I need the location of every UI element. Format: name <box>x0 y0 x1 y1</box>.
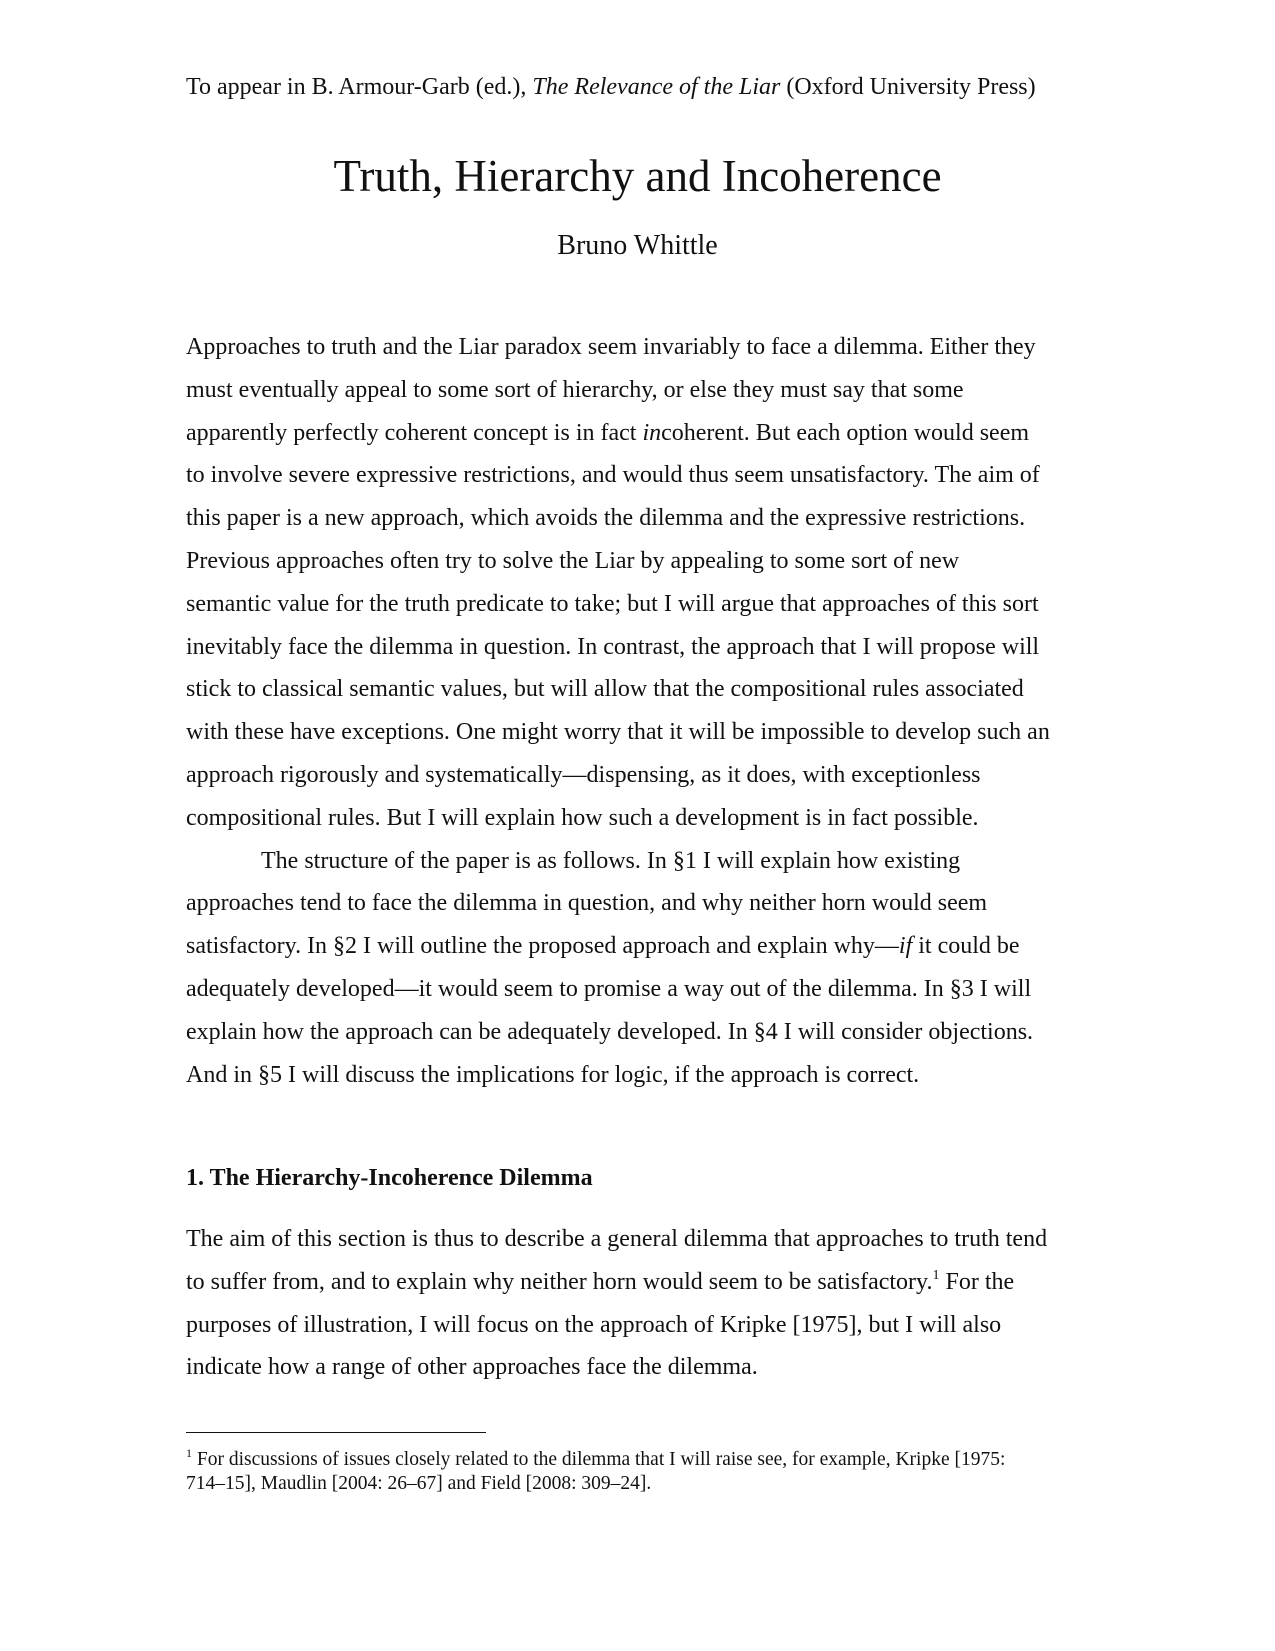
text-line: Approaches to truth and the Liar paradox seem invariably to face a dilemma. Either they <box>186 334 1036 360</box>
footnote-number: 1 <box>186 1446 192 1460</box>
paper-title: Truth, Hierarchy and Incoherence <box>333 151 942 201</box>
book-title: The Relevance of the Liar <box>532 74 781 100</box>
text-segment: For the <box>939 1268 1015 1295</box>
text-line: this paper is a new approach, which avoids the dilemma and the expressive restrictions. <box>186 505 1026 532</box>
publication-note-prefix: To appear in B. Armour-Garb (ed.), <box>186 74 533 100</box>
footnote-divider <box>186 1432 486 1433</box>
text-line: The aim of this section is thus to describe a general dilemma that approaches to truth tend <box>186 1226 1048 1252</box>
text-line <box>186 1261 1086 1304</box>
footnote <box>186 1448 1086 1496</box>
text-line: approach rigorously and systematically—dispensing, as it does, with exceptionless <box>186 761 981 788</box>
text-line <box>186 412 1086 455</box>
text-line: Previous approaches often try to solve the Liar by appealing to some sort of new <box>186 547 960 574</box>
text-line: compositional rules. But I will explain how such a development is in fact possible. <box>186 804 979 831</box>
footnote-text: For discussions of issues closely related to the dilemma that I will raise see, for example, Kripke [1975: <box>192 1449 1006 1470</box>
section-heading: 1. The Hierarchy-Incoherence Dilemma <box>186 1165 593 1191</box>
author-name: Bruno Whittle <box>557 230 718 261</box>
text-line: must eventually appeal to some sort of hierarchy, or else they must say that some <box>186 376 964 403</box>
text-segment: to suffer from, and to explain why neither horn would seem to be satisfactory. <box>186 1268 933 1295</box>
text-line: explain how the approach can be adequately developed. In §4 I will consider objections. <box>186 1018 1034 1045</box>
emphasis: in <box>642 419 662 446</box>
text-segment: apparently perfectly coherent concept is in fact <box>186 419 643 446</box>
footnote-line: 714–15], Maudlin [2004: 26–67] and Field [2008: 309–24]. <box>186 1473 652 1494</box>
text-segment: it could be <box>912 933 1020 960</box>
publication-note-suffix: (Oxford University Press) <box>780 74 1036 100</box>
emphasis: if <box>898 933 913 960</box>
text-line: to involve severe expressive restrictions, and would thus seem unsatisfactory. The aim of <box>186 462 1040 489</box>
text-line: semantic value for the truth predicate to take; but I will argue that approaches of this sort <box>186 590 1039 617</box>
text-segment: satisfactory. In §2 I will outline the proposed approach and explain why— <box>186 933 899 960</box>
footnote-line <box>186 1448 1086 1472</box>
publication-note <box>186 72 1086 102</box>
text-line <box>186 925 1086 968</box>
section-paragraph <box>186 1218 1086 1389</box>
text-line: approaches tend to face the dilemma in question, and why neither horn would seem <box>186 890 988 917</box>
text-line: stick to classical semantic values, but will allow that the compositional rules associated <box>186 676 1024 703</box>
text-line: with these have exceptions. One might worry that it will be impossible to develop such an <box>186 719 1050 746</box>
text-segment: coherent. But each option would seem <box>661 419 1030 446</box>
text-line: inevitably face the dilemma in question. In contrast, the approach that I will propose will <box>186 633 1040 660</box>
text-line: adequately developed—it would seem to promise a way out of the dilemma. In §3 I will <box>186 975 1032 1002</box>
text-line: purposes of illustration, I will focus on the approach of Kripke [1975], but I will also <box>186 1311 1002 1338</box>
footnote-marker[interactable]: 1 <box>932 1267 940 1283</box>
text-line: And in §5 I will discuss the implications for logic, if the approach is correct. <box>186 1061 920 1088</box>
abstract-paragraph <box>186 326 1086 1096</box>
text-line: The structure of the paper is as follows. In §1 I will explain how existing <box>261 847 961 874</box>
text-line: indicate how a range of other approaches face the dilemma. <box>186 1354 758 1381</box>
